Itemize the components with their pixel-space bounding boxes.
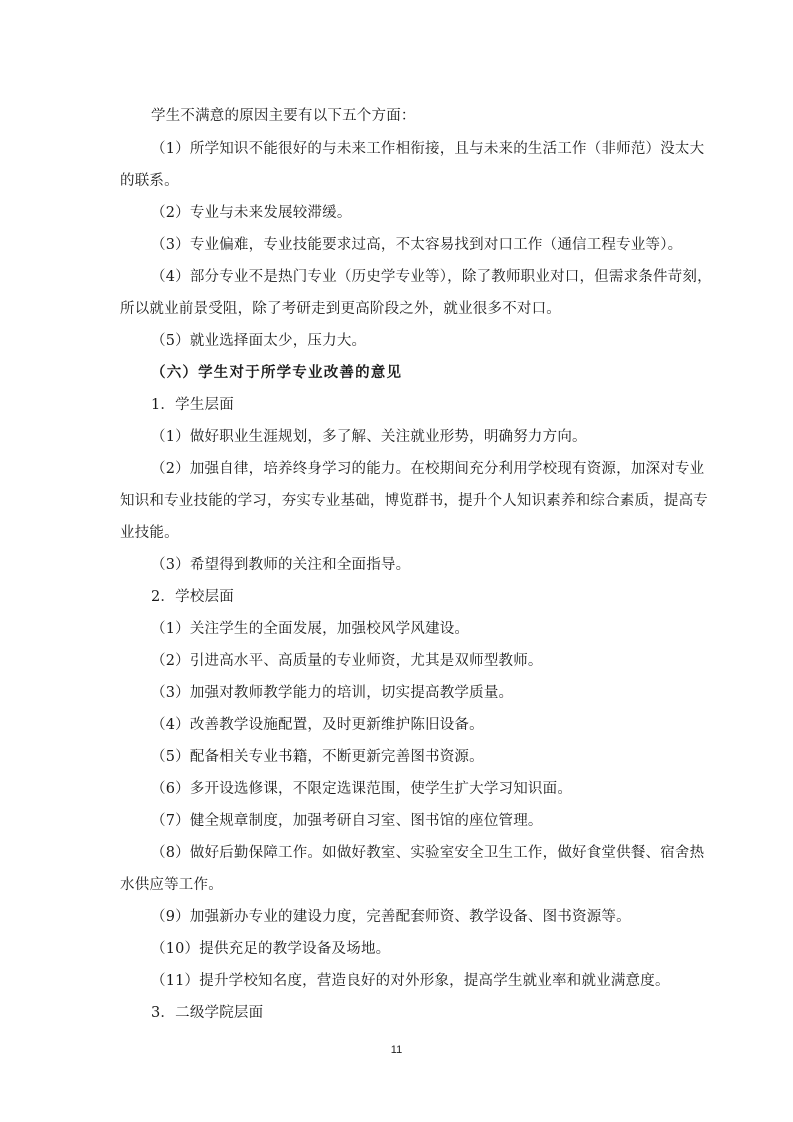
- subsection-school-level: 2．学校层面: [151, 589, 234, 605]
- paragraph-student-2: （2）加强自律，培养终身学习的能力。在校期间充分利用学校现有资源，加深对专业: [151, 461, 705, 477]
- paragraph-intro: 学生不满意的原因主要有以下五个方面：: [151, 108, 416, 124]
- paragraph-school-2: （2）引进高水平、高质量的专业师资，尤其是双师型教师。: [151, 653, 543, 669]
- paragraph-reason-2: （2）专业与未来发展较滞缓。: [151, 205, 352, 221]
- paragraph-school-10: （10）提供充足的教学设备及场地。: [151, 941, 391, 957]
- paragraph-school-3: （3）加强对教师教学能力的培训，切实提高教学质量。: [151, 685, 514, 701]
- paragraph-school-8: （8）做好后勤保障工作。如做好教室、实验室安全卫生工作，做好食堂供餐、宿舍热: [151, 845, 705, 861]
- paragraph-school-11: （11）提升学校知名度，营造良好的对外形象，提高学生就业率和就业满意度。: [151, 973, 670, 989]
- paragraph-school-9: （9）加强新办专业的建设力度，完善配套师资、教学设备、图书资源等。: [151, 909, 631, 925]
- paragraph-reason-1-continued: 的联系。: [120, 173, 179, 189]
- paragraph-student-2-end: 业技能。: [120, 525, 179, 541]
- subsection-college-level: 3．二级学院层面: [151, 1005, 264, 1021]
- paragraph-reason-3: （3）专业偏难，专业技能要求过高，不太容易找到对口工作（通信工程专业等）。: [151, 237, 683, 253]
- paragraph-student-1: （1）做好职业生涯规划，多了解、关注就业形势，明确努力方向。: [151, 429, 587, 445]
- paragraph-reason-4-continued: 所以就业前景受阻，除了考研走到更高阶段之外，就业很多不对口。: [120, 301, 561, 317]
- section-heading: （六）学生对于所学专业改善的意见: [151, 364, 403, 381]
- paragraph-school-8-continued: 水供应等工作。: [120, 877, 223, 893]
- paragraph-school-5: （5）配备相关专业书籍，不断更新完善图书资源。: [151, 749, 484, 765]
- paragraph-school-4: （4）改善教学设施配置，及时更新维护陈旧设备。: [151, 717, 484, 733]
- paragraph-school-1: （1）关注学生的全面发展，加强校风学风建设。: [151, 621, 470, 637]
- paragraph-school-7: （7）健全规章制度，加强考研自习室、图书馆的座位管理。: [151, 813, 543, 829]
- paragraph-reason-5: （5）就业选择面太少，压力大。: [151, 333, 367, 349]
- page-number: 11: [390, 1044, 403, 1056]
- paragraph-student-2-continued: 知识和专业技能的学习，夯实专业基础，博览群书，提升个人知识素养和综合素质，提高专: [120, 493, 708, 509]
- paragraph-reason-4: （4）部分专业不是热门专业（历史学专业等），除了教师职业对口，但需求条件苛刻，: [151, 269, 712, 285]
- paragraph-student-3: （3）希望得到教师的关注和全面指导。: [151, 557, 411, 573]
- paragraph-reason-1: （1）所学知识不能很好的与未来工作相衔接，且与未来的生活工作（非师范）没太大: [151, 141, 705, 157]
- paragraph-school-6: （6）多开设选修课，不限定选课范围，使学生扩大学习知识面。: [151, 781, 573, 797]
- subsection-student-level: 1．学生层面: [151, 397, 234, 413]
